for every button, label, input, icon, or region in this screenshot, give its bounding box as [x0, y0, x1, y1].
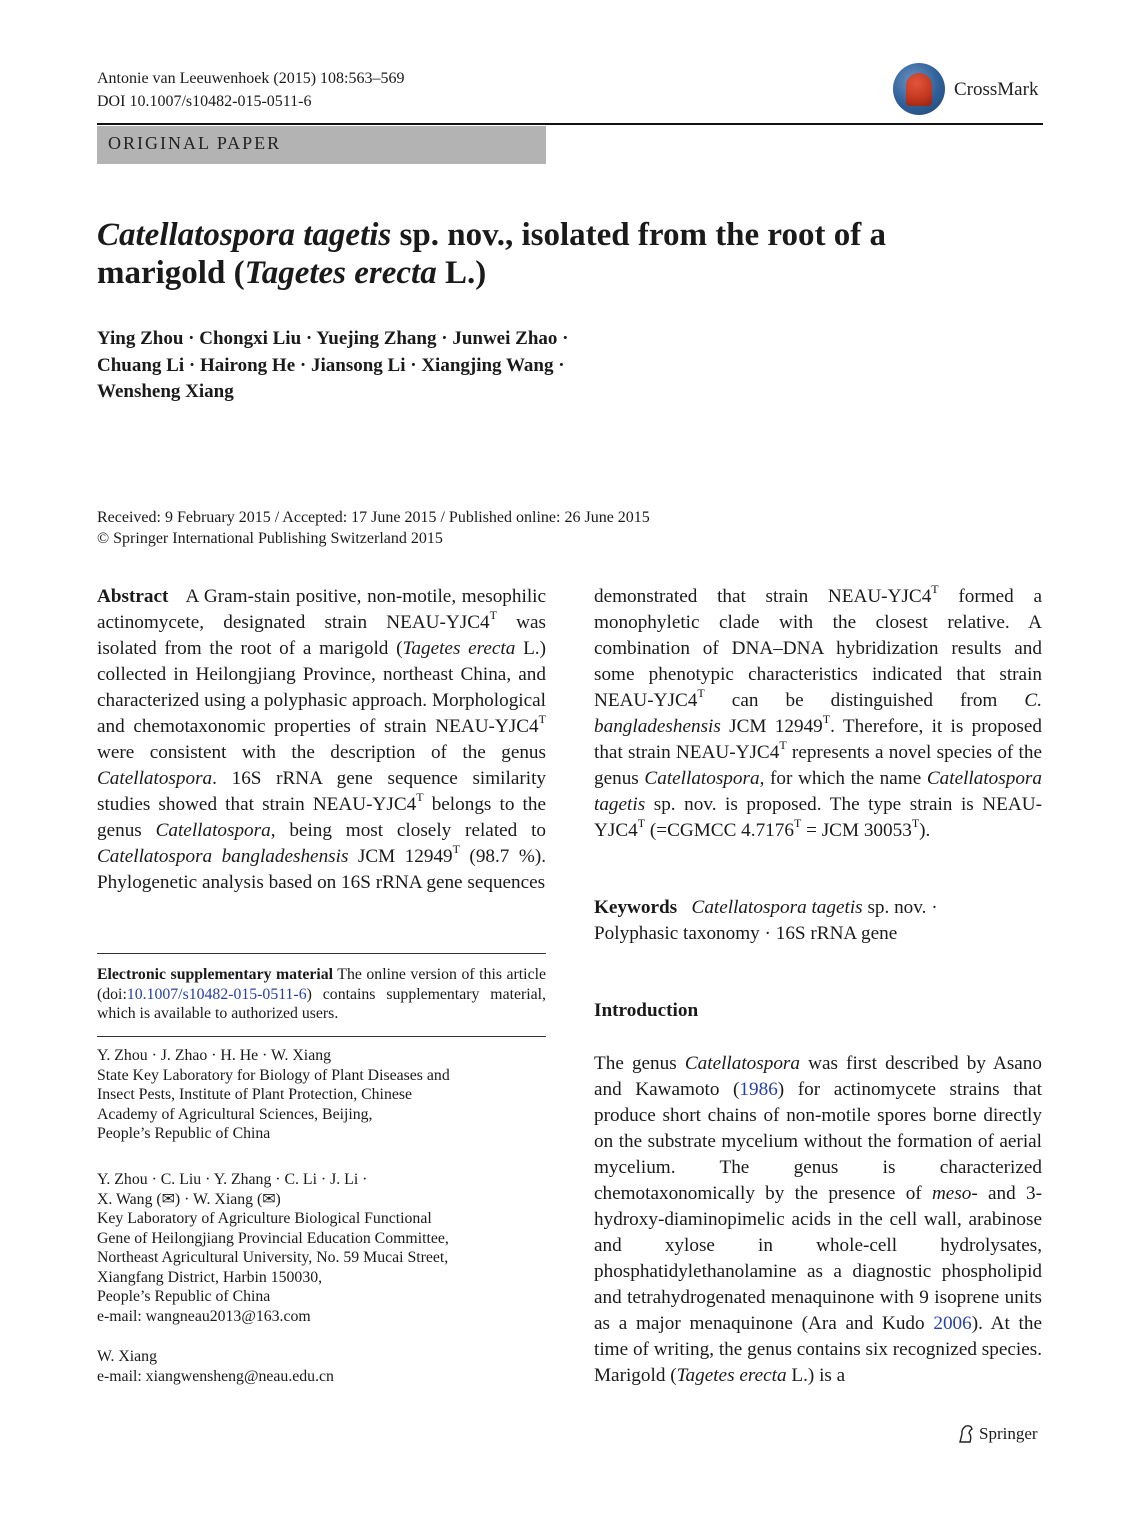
author-line: Chuang Li · Hairong He · Jiansong Li · Xiangjing Wang · — [97, 354, 565, 376]
affiliation-line: People’s Republic of China — [97, 1288, 271, 1305]
abstract-text: (98.7 %). Phylogenetic analysis based on 16S rRNA gene sequences — [97, 846, 547, 893]
crossmark-label: CrossMark — [954, 79, 1039, 100]
email-line[interactable]: e-mail: xiangwensheng@neau.edu.cn — [97, 1367, 334, 1385]
sup-mark: T — [911, 815, 920, 830]
intro-text: The genus — [594, 1053, 685, 1074]
keywords-label: Keywords — [594, 897, 678, 918]
abstract-text: formed a monophyletic clade with the closest relative. A combination of DNA–DNA hybridization results and some phenotypic characteristics indicated that strain NEAU-YJC4 — [594, 586, 1042, 711]
affiliation-block — [97, 1347, 546, 1386]
affiliation-names: Y. Zhou · J. Zhao · H. He · W. Xiang — [97, 1047, 331, 1064]
abstract-italic: Catellatospora — [644, 768, 760, 789]
abstract-text: (=CGMCC 4.7176 — [645, 820, 794, 841]
abstract-text: can be distinguished from — [704, 690, 1025, 711]
citation-link[interactable]: 1986 — [739, 1079, 778, 1100]
journal-citation — [97, 67, 404, 113]
title-text: sp. nov., isolated from the root of a marigold ( — [97, 217, 886, 291]
author-list — [97, 326, 697, 406]
keywords — [594, 895, 1042, 947]
article-title — [97, 216, 897, 292]
affiliation-line: People’s Republic of China — [97, 1125, 271, 1142]
abstract-text: was isolated from the root of a marigold ( — [97, 612, 547, 659]
abstract — [97, 584, 546, 896]
abstract-text: JCM 12949 — [720, 716, 823, 737]
affiliation-line: State Key Laboratory for Biology of Plant Diseases and — [97, 1066, 450, 1084]
affiliation-line: Academy of Agricultural Sciences, Beijing, — [97, 1105, 373, 1123]
author-line: Wensheng Xiang — [97, 381, 234, 402]
intro-text: ). At the time of writing, the genus contains six recognized species. Marigold ( — [594, 1313, 1042, 1386]
intro-italic: Catellatospora — [684, 1053, 800, 1074]
supplementary-note — [97, 965, 546, 1024]
abstract-text: L.) collected in Heilongjiang Province, northeast China, and characterized using a polyphasic approach. Morphological and chemotaxonomic properties of strain NEAU-YJC4 — [97, 638, 546, 737]
abstract-text: , being most closely related to — [270, 820, 546, 841]
sup-mark: T — [452, 841, 460, 856]
affiliation-line: Northeast Agricultural University, No. 59 Mucai Street, — [97, 1249, 449, 1266]
abstract-text: represents a novel species of the genus — [594, 742, 1042, 789]
affiliation-names: Y. Zhou · C. Liu · Y. Zhang · C. Li · J. Li · — [97, 1171, 368, 1188]
abstract-continued — [594, 581, 1042, 844]
abstract-italic: Catellatospora — [155, 820, 271, 841]
section-heading: Introduction — [594, 1000, 699, 1021]
esm-text: The online version of this article (doi: — [97, 966, 546, 1003]
publication-dates — [97, 507, 650, 549]
intro-text: L.) is a — [786, 1365, 846, 1386]
sup-mark: T — [931, 581, 939, 596]
abstract-label: Abstract — [97, 586, 169, 607]
sup-mark: T — [779, 737, 787, 752]
sup-mark: T — [637, 815, 646, 830]
title-genus: Catellatospora tagetis — [97, 217, 392, 253]
doi-link[interactable]: 10.1007/s10482-015-0511-6 — [126, 985, 307, 1003]
keyword-text: Polyphasic taxonomy · 16S rRNA gene — [594, 923, 898, 944]
abstract-text: A Gram-stain positive, non-motile, mesophilic actinomycete, designated strain NEAU-YJC4 — [97, 586, 546, 633]
abstract-text: sp. nov. is proposed. The type strain is NEAU-YJC4 — [594, 794, 1042, 841]
intro-text: was first described by Asano and Kawamoto ( — [594, 1053, 1042, 1100]
abstract-text: = JCM 30053 — [801, 820, 912, 841]
abstract-italic: C. bangladeshensis — [594, 690, 1042, 737]
sup-mark: T — [793, 815, 802, 830]
abstract-text: , for which the name — [759, 768, 927, 789]
affiliation-block — [97, 1046, 546, 1144]
footnote-rule — [97, 953, 546, 954]
crossmark-badge[interactable] — [893, 61, 1043, 117]
affiliation-names: X. Wang (✉) · W. Xiang (✉) — [97, 1190, 281, 1208]
title-end: L.) — [436, 255, 487, 291]
email-line[interactable]: e-mail: wangneau2013@163.com — [97, 1307, 311, 1325]
springer-logo — [957, 1422, 1047, 1448]
abstract-italic: Tagetes erecta — [402, 638, 516, 659]
esm-label: Electronic supplementary material — [97, 966, 334, 983]
intro-text: - and 3-hydroxy-diaminopimelic acids in the cell wall, arabinose and xylose in whole-cell hydrolysates, phosphatidylethanolamine as a diagnostic phospholipid and tetrahydrogenated menaquinone with 9 isoprene units as a major menaquinone (Ara and Kudo — [594, 1183, 1042, 1334]
sup-mark: T — [697, 685, 705, 700]
abstract-text: ). — [919, 820, 931, 841]
affiliation-names: W. Xiang — [97, 1348, 157, 1365]
affiliation-line: Insect Pests, Institute of Plant Protection, Chinese — [97, 1086, 413, 1103]
abstract-text: belongs to the genus — [97, 794, 546, 841]
title-host: Tagetes erecta — [244, 255, 437, 291]
dates-line: Received: 9 February 2015 / Accepted: 17 June 2015 / Published online: 26 June 2015 — [97, 509, 650, 526]
copyright-line: © Springer International Publishing Switzerland 2015 — [97, 530, 443, 547]
abstract-italic: Catellatospora bangladeshensis — [97, 846, 349, 867]
abstract-text: were consistent with the description of the genus — [97, 742, 546, 763]
keyword-text: sp. nov. · — [862, 897, 938, 918]
affiliation-line: Gene of Heilongjiang Provincial Education Committee, — [97, 1229, 449, 1247]
sup-mark: T — [538, 711, 546, 726]
sup-mark: T — [416, 789, 424, 804]
author-line: Ying Zhou · Chongxi Liu · Yuejing Zhang · Junwei Zhao · — [97, 328, 569, 349]
springer-label: Springer — [979, 1424, 1038, 1443]
sup-mark: T — [489, 607, 497, 622]
section-bar — [97, 126, 546, 164]
doi-line: DOI 10.1007/s10482-015-0511-6 — [97, 93, 312, 110]
esm-text: ) contains supplementary material, which is available to authorized users. — [97, 985, 546, 1022]
affiliation-line: Xiangfang District, Harbin 150030, — [97, 1268, 323, 1286]
crossmark-bookmark-icon — [906, 73, 932, 106]
citation-link[interactable]: 2006 — [933, 1313, 972, 1334]
journal-line: Antonie van Leeuwenhoek (2015) 108:563–569 — [97, 70, 405, 87]
affiliation-line: Key Laboratory of Agriculture Biological Functional — [97, 1210, 432, 1227]
intro-italic: meso — [931, 1183, 972, 1204]
springer-horse-icon — [957, 1424, 975, 1444]
abstract-italic: Catellatospora — [97, 768, 213, 789]
introduction-text — [594, 1051, 1042, 1389]
keyword-italic: Catellatospora tagetis — [691, 897, 863, 918]
section-label: ORIGINAL PAPER — [108, 133, 282, 153]
abstract-italic: Catellatospora tagetis — [594, 768, 1042, 815]
footnote-rule — [97, 1036, 546, 1037]
abstract-text: demonstrated that strain NEAU-YJC4 — [594, 586, 932, 607]
intro-italic: Tagetes erecta — [676, 1365, 787, 1386]
affiliation-block — [97, 1170, 546, 1326]
header-rule — [97, 123, 1043, 125]
abstract-text: JCM 12949 — [348, 846, 453, 867]
intro-text: ) for actinomycete strains that produce short chains of non-motile spores borne directly on the substrate mycelium without the formation of aerial mycelium. The genus is characterized chemotaxonomically by the presence of — [594, 1079, 1042, 1204]
abstract-text: . Therefore, it is proposed that strain NEAU-YJC4 — [594, 716, 1042, 763]
sup-mark: T — [822, 711, 831, 726]
abstract-text: . 16S rRNA gene sequence similarity studies showed that strain NEAU-YJC4 — [97, 768, 546, 815]
